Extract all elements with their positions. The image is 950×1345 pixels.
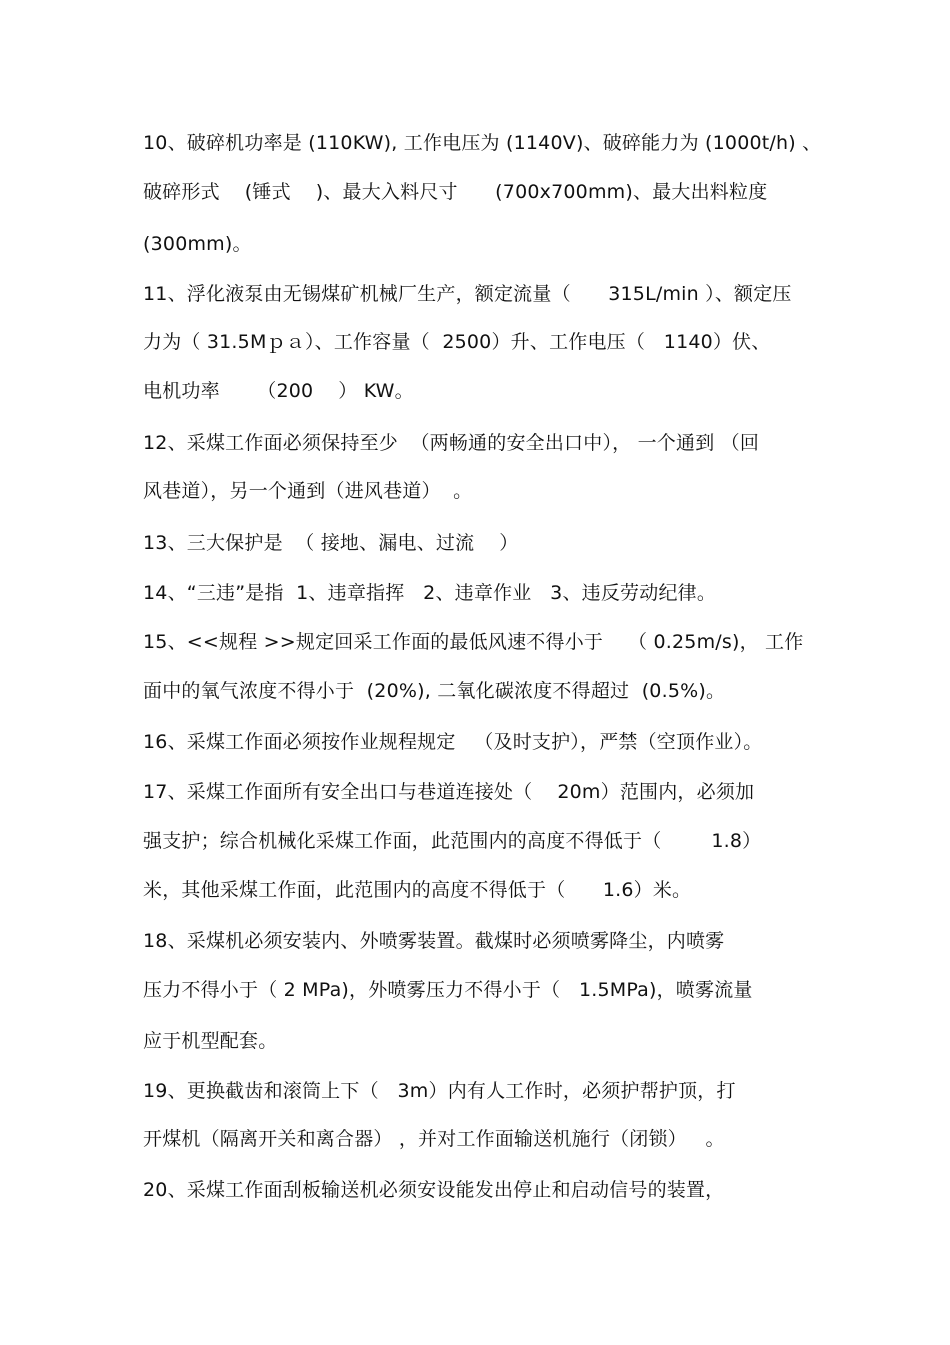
text-line: 11、浮化液泵由无锡煤矿机械厂生产，额定流量（ 315L/min ）、额定压 [143,283,792,305]
text-line: 电机功率 （200 ） KW。 [143,380,414,402]
text-line: 15、<<规程 >>规定回采工作面的最低风速不得小于 （ 0.25m/s)， 工作 [143,631,804,653]
text-line: 风巷道），另一个通到（进风巷道） 。 [143,480,473,502]
text-line: 14、“三违”是指 1、违章指挥 2、违章作业 3、违反劳动纪律。 [143,582,717,604]
text-line: 17、采煤工作面所有安全出口与巷道连接处（ 20m）范围内，必须加 [143,781,755,803]
text-line: 16、采煤工作面必须按作业规程规定 （及时支护），严禁（空顶作业）。 [143,731,763,753]
text-line: 18、采煤机必须安装内、外喷雾装置。截煤时必须喷雾降尘，内喷雾 [143,930,725,952]
text-line: (300mm)。 [143,233,252,255]
text-line: 12、采煤工作面必须保持至少 （两畅通的安全出口中）， 一个通到 （回 [143,432,760,454]
text-line: 开煤机（隔离开关和离合器） ，并对工作面输送机施行（闭锁） 。 [143,1128,725,1150]
text-line: 力为（ 31.5Mｐａ）、工作容量（ 2500）升、工作电压（ 1140）伏、 [143,331,771,353]
text-line: 破碎形式 (锤式 )、最大入料尺寸 (700x700mm)、最大出料粒度 [143,181,768,203]
text-line: 20、采煤工作面刮板输送机必须安设能发出停止和启动信号的装置， [143,1179,725,1201]
text-line: 10、破碎机功率是 (110KW), 工作电压为 (1140V)、破碎能力为 (1000t/h) 、 [143,132,822,154]
text-line: 面中的氧气浓度不得小于 (20%), 二氧化碳浓度不得超过 (0.5%)。 [143,680,726,702]
text-line: 13、三大保护是 （ 接地、漏电、过流 ） [143,532,519,554]
text-line: 强支护；综合机械化采煤工作面，此范围内的高度不得低于（ 1.8） [143,830,762,852]
text-line: 米，其他采煤工作面，此范围内的高度不得低于（ 1.6）米。 [143,879,692,901]
text-line: 压力不得小于（ 2 MPa)，外喷雾压力不得小于（ 1.5MPa)，喷雾流量 [143,979,753,1001]
text-line: 应于机型配套。 [143,1030,278,1052]
text-line: 19、更换截齿和滚筒上下（ 3m）内有人工作时，必须护帮护顶，打 [143,1080,736,1102]
